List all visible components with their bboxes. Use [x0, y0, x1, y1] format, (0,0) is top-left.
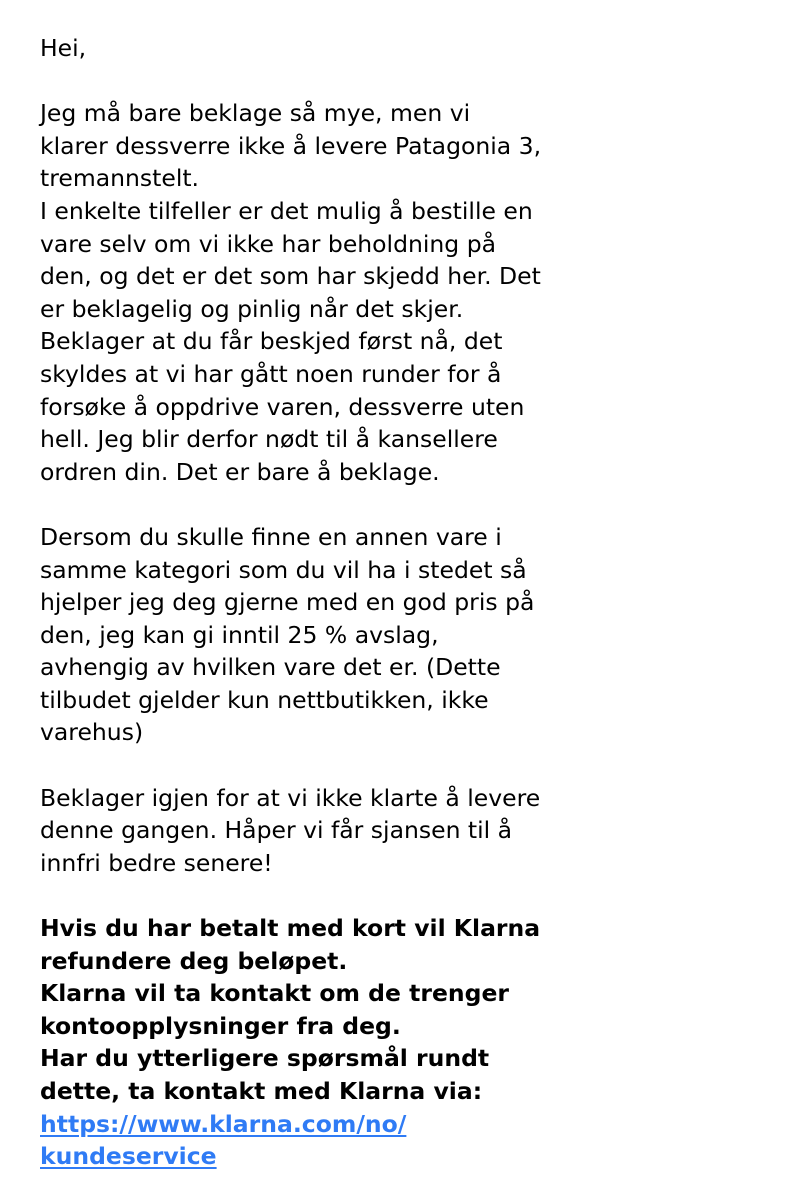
paragraph-spacer — [40, 749, 760, 782]
text-line: skyldes at vi har gått noen runder for å — [40, 359, 502, 388]
text-line: den, og det er det som har skjedd her. Det — [40, 262, 541, 291]
paragraph-discount-offer — [40, 521, 760, 749]
text-line: Jeg må bare beklage så mye, men vi — [40, 99, 471, 128]
text-line: kontoopplysninger fra deg. — [40, 1011, 401, 1040]
text-line: den, jeg kan gi inntil 25 % avslag, — [40, 620, 439, 649]
text-line: klarer dessverre ikke å levere Patagonia 3, — [40, 131, 542, 160]
text-line: er beklagelig og pinlig når det skjer. — [40, 294, 464, 323]
text-line: forsøke å oppdrive varen, dessverre uten — [40, 392, 525, 421]
klarna-support-link-continued[interactable] — [40, 1140, 760, 1173]
link-line[interactable]: kundeservice — [40, 1142, 217, 1171]
paragraph-spacer — [40, 488, 760, 521]
text-line: Har du ytterligere spørsmål rundt — [40, 1044, 490, 1073]
paragraph-closing — [40, 782, 760, 880]
text-line: Beklager at du får beskjed først nå, det — [40, 327, 503, 356]
text-line: tremannstelt. — [40, 164, 200, 193]
text-line: avhengig av hvilken vare det er. (Dette — [40, 653, 501, 682]
text-line: hell. Jeg blir derfor nødt til å kansellere — [40, 425, 498, 454]
text-line: I enkelte tilfeller er det mulig å bestille en — [40, 196, 533, 225]
email-greeting: Hei, — [40, 34, 87, 62]
paragraph-spacer — [40, 879, 760, 912]
text-line: tilbudet gjelder kun nettbutikken, ikke — [40, 685, 489, 714]
paragraph-spacer — [40, 65, 760, 98]
text-line: Klarna vil ta kontakt om de trenger — [40, 979, 509, 1008]
text-line: vare selv om vi ikke har beholdning på — [40, 229, 497, 258]
klarna-support-link[interactable] — [40, 1108, 760, 1141]
text-line: dette, ta kontakt med Klarna via: — [40, 1077, 483, 1105]
email-body — [40, 32, 760, 1173]
text-line: Hvis du har betalt med kort vil Klarna — [40, 914, 541, 943]
text-line: Beklager igjen for at vi ikke klarte å levere — [40, 783, 541, 812]
text-line: ordren din. Det er bare å beklage. — [40, 457, 440, 486]
text-line: innfri bedre senere! — [40, 848, 273, 877]
refund-notice — [40, 912, 760, 1173]
text-line: hjelper jeg deg gjerne med en god pris på — [40, 588, 535, 617]
text-line: Dersom du skulle finne en annen vare i — [40, 522, 502, 551]
text-line: denne gangen. Håper vi får sjansen til å — [40, 816, 513, 845]
text-line: samme kategori som du vil ha i stedet så — [40, 555, 527, 584]
paragraph-apology — [40, 97, 760, 488]
link-line[interactable]: https://www.klarna.com/no/ — [40, 1109, 407, 1138]
text-line: varehus) — [40, 718, 144, 747]
text-line: refundere deg beløpet. — [40, 946, 348, 975]
